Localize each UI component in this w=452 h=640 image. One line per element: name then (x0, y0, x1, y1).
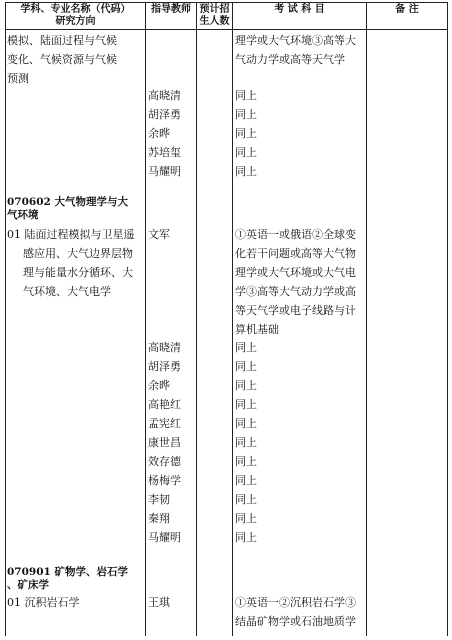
exam-subjects-line: 学③高等大气动力学或高 (235, 285, 356, 298)
teacher-name: 高晓清 (148, 341, 181, 354)
direction-line: 模拟、陆面过程与气候 (7, 34, 117, 47)
teacher-name: 马耀明 (148, 165, 181, 178)
direction-line: 气环境、大气电学 (23, 285, 111, 298)
exam-same: 同上 (235, 474, 257, 487)
teacher-name: 杨梅学 (148, 474, 181, 487)
teacher-name: 李韧 (148, 493, 170, 506)
exam-same: 同上 (235, 360, 257, 373)
exam-same: 同上 (235, 341, 257, 354)
direction-line: 感应用、大气边界层物 (23, 247, 133, 260)
exam-same: 同上 (235, 455, 257, 468)
teacher-name: 王琪 (148, 596, 170, 609)
exam-subjects-line: 化若干问题或高等大气物 (235, 247, 356, 260)
teacher-name: 余晔 (148, 379, 170, 392)
major-title-line: 070901 矿物学、岩石学 (7, 566, 128, 578)
header-quota-line1: 预计招 (199, 4, 230, 15)
table-left-border (5, 2, 6, 636)
teacher-name: 效存德 (148, 455, 181, 468)
exam-subjects-line: 结晶矿物学或石油地质学 (235, 615, 356, 628)
exam-same: 同上 (235, 108, 257, 121)
teacher-name: 胡泽勇 (148, 108, 181, 121)
teacher-name: 余晔 (148, 127, 170, 140)
direction-line: 01 沉积岩石学 (7, 596, 80, 609)
exam-subjects-line: ①英语一或俄语②全球变 (235, 228, 356, 241)
direction-line: 预测 (7, 72, 29, 85)
exam-same: 同上 (235, 379, 257, 392)
exam-same: 同上 (235, 493, 257, 506)
exam-subjects-line: ①英语一②沉积岩石学③ (235, 596, 356, 609)
direction-line: 变化、气候资源与气候 (7, 53, 117, 66)
major-title-line: 气环境 (7, 209, 39, 221)
direction-line: 01 陆面过程模拟与卫星遥 (7, 228, 135, 241)
teacher-name: 苏培玺 (148, 146, 181, 159)
exam-same: 同上 (235, 398, 257, 411)
column-divider (232, 2, 233, 636)
column-divider (145, 2, 146, 636)
exam-same: 同上 (235, 146, 257, 159)
teacher-name: 胡泽勇 (148, 360, 181, 373)
header-remark: 备 注 (395, 4, 419, 15)
header-direction-line2: 研究方向 (55, 16, 96, 27)
exam-same: 同上 (235, 531, 257, 544)
teacher-name: 高艳红 (148, 398, 181, 411)
table-right-border (447, 2, 448, 636)
exam-same: 同上 (235, 165, 257, 178)
table-top-border (5, 2, 448, 3)
teacher-name: 孟宪红 (148, 417, 181, 430)
exam-subjects-line: 理学或大气环境或大气电 (235, 266, 356, 279)
header-bottom-border (5, 29, 448, 30)
teacher-name: 马耀明 (148, 531, 181, 544)
header-quota (197, 4, 232, 28)
column-divider (196, 2, 197, 636)
exam-subjects-line: 算机基础 (235, 323, 279, 336)
direction-line: 理与能量水分循环、大 (23, 266, 133, 279)
header-direction-line1: 学科、专业名称（代码） (20, 4, 131, 15)
exam-subjects-line: 气动力学或高等天气学 (235, 53, 345, 66)
exam-same: 同上 (235, 89, 257, 102)
header-exam: 考 试 科 目 (274, 4, 325, 15)
major-title-line: 、矿床学 (7, 579, 49, 591)
exam-same: 同上 (235, 436, 257, 449)
header-teacher: 指导教师 (151, 4, 191, 15)
exam-same: 同上 (235, 127, 257, 140)
teacher-name: 文军 (148, 228, 170, 241)
header-direction (6, 4, 145, 28)
header-quota-line2: 生人数 (199, 16, 230, 27)
teacher-name: 康世昌 (148, 436, 181, 449)
exam-same: 同上 (235, 417, 257, 430)
exam-subjects-line: 等天气学或电子线路与计 (235, 304, 356, 317)
exam-subjects-line: 理学或大气环境③高等大 (235, 34, 356, 47)
exam-same: 同上 (235, 512, 257, 525)
major-title-line: 070602 大气物理学与大 (7, 196, 128, 208)
teacher-name: 秦翔 (148, 512, 170, 525)
column-divider (366, 2, 367, 636)
teacher-name: 高晓清 (148, 89, 181, 102)
